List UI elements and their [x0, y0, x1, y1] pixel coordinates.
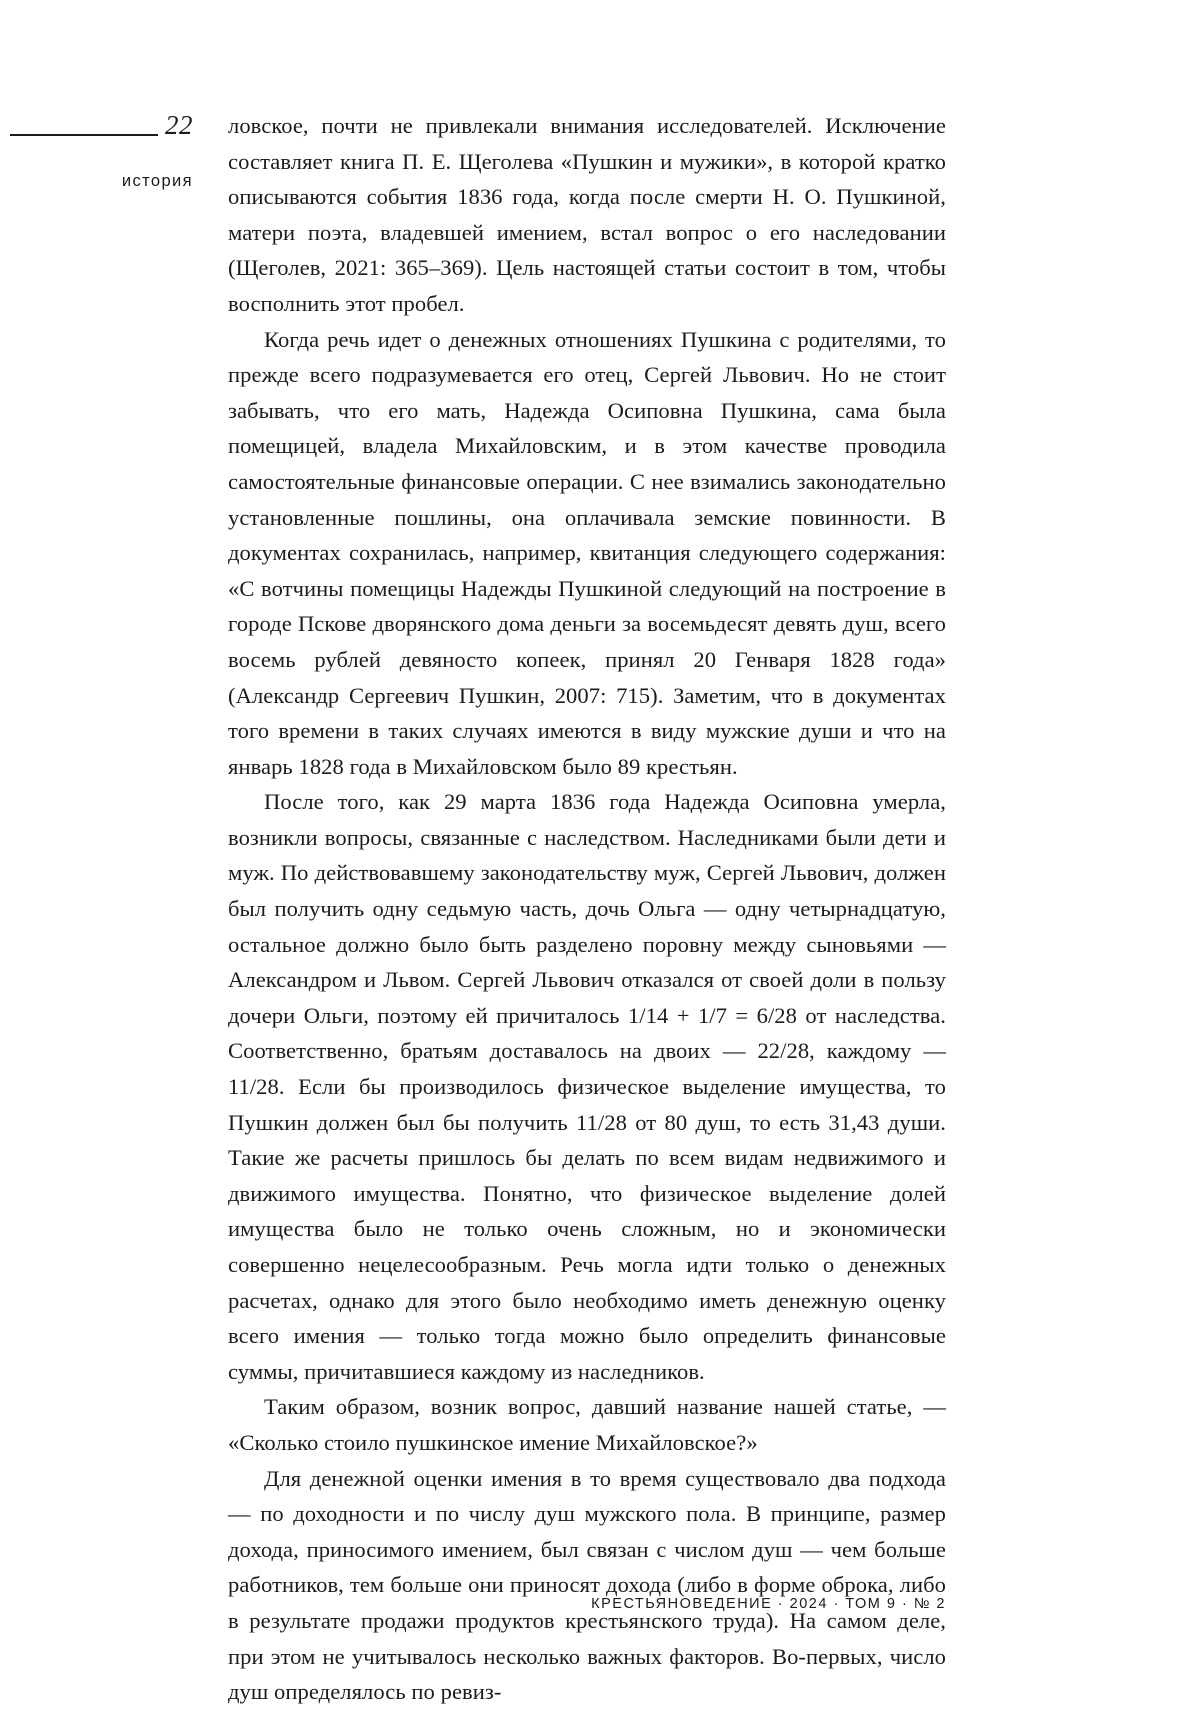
paragraph-5: Для денежной оценки имения в то время существовало два подхода — по доходности и по числу душ мужского пола. В принципе, размер дохода, приносимого имением, был связан с числом душ — чем больше работников, тем больше они приносят дохода (либо в форме оброка, либо в результате продажи продуктов крестьянского труда). На самом деле, при этом не учитывалось несколько важных факторов. Во-первых, число душ определялось по ревиз- [228, 1465, 946, 1705]
page-footer: КРЕСТЬЯНОВЕДЕНИЕ · 2024 · ТОМ 9 · № 2 [591, 1596, 946, 1612]
paragraph-1: ловское, почти не привлекали внимания исследователей. Исключение составляет книга П. Е. Щеголева «Пушкин и мужики», в которой кратко описываются события 1836 года, когда после смерти Н. О. Пушкиной, матери поэта, владевшей имением, встал вопрос о его наследовании (Щеголев, 2021: 365–369). Цель настоящей статьи состоит в том, чтобы восполнить этот пробел. [228, 113, 946, 316]
paragraph-4: Таким образом, возник вопрос, давший название нашей статье, — «Сколько стоило пушкинское имение Михайловское?» [228, 1394, 946, 1455]
paragraph-3: После того, как 29 марта 1836 года Надежда Осиповна умерла, возникли вопросы, связанные с наследством. Наследниками были дети и муж. По действовавшему законодательству муж, Сергей Львович, должен был получить одну седьмую часть, дочь Ольга — одну четырнадцатую, остальное должно было быть разделено поровну между сыновьями — Александром и Львом. Сергей Львович отказался от своей доли в пользу дочери Ольги, поэтому ей причиталось 1/14 + 1/7 = 6/28 от наследства. Соответственно, братьям доставалось на двоих — 22/28, каждому — 11/28. Если бы производилось физическое выделение имущества, то Пушкин должен был бы получить 11/28 от 80 душ, то есть 31,43 души. Такие же расчеты пришлось бы делать по всем видам недвижимого и движимого имущества. Понятно, что физическое выделение долей имущества было не только очень сложным, но и экономически совершенно нецелесообразным. Речь могла идти только о денежных расчетах, однако для этого было необходимо иметь денежную оценку всего имения — только тогда можно было определить финансовые суммы, причитавшиеся каждому из наследников. [228, 789, 946, 1384]
paragraph-2: Когда речь идет о денежных отношениях Пушкина с родителями, то прежде всего подразумевается его отец, Сергей Львович. Но не стоит забывать, что его мать, Надежда Осиповна Пушкина, сама была помещицей, владела Михайловским, и в этом качестве проводила самостоятельные финансовые операции. С нее взимались законодательно установленные пошлины, она оплачивала земские повинности. В документах сохранилась, например, квитанция следующего содержания: «С вотчины помещицы Надежды Пушкиной следующий на построение в городе Пскове дворянского дома деньги за восемьдесят девять душ, всего восемь рублей девяносто копеек, принял 20 Генваря 1828 года» (Александр Сергеевич Пушкин, 2007: 715). Заметим, что в документах того времени в таких случаях имеются в виду мужские души и что на январь 1828 года в Михайловском было 89 крестьян. [228, 326, 946, 779]
section-label: история [121, 172, 193, 190]
article-body [228, 108, 946, 1710]
page-number: 22 [165, 110, 193, 140]
margin-rule [10, 134, 158, 136]
